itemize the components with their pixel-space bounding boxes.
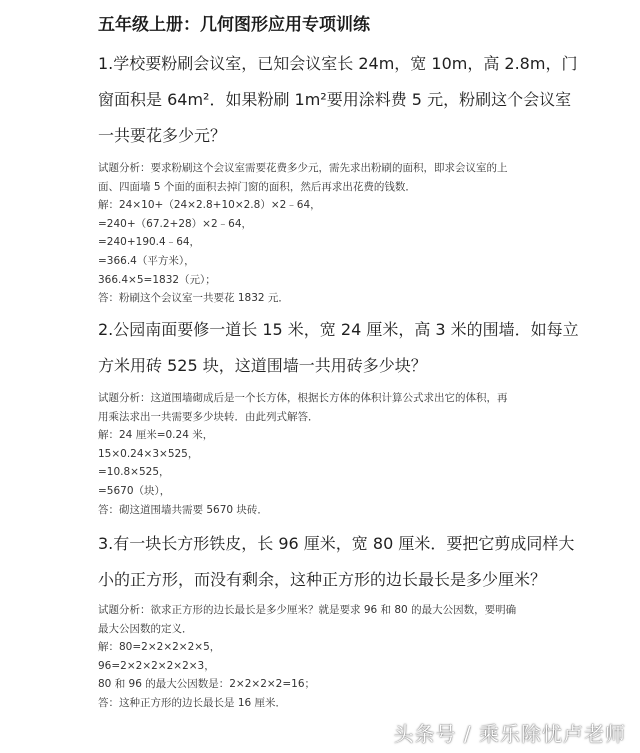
solution-line: 解：24 厘米=0.24 米， — [98, 429, 214, 442]
solution-2 — [98, 389, 558, 519]
solution-line: =240+（67.2+28）×2﹣64， — [98, 217, 253, 230]
question-1 — [98, 46, 578, 154]
solution-line: 用乘法求出一共需要多少块转．由此列式解答． — [98, 410, 319, 423]
question-3 — [98, 526, 575, 598]
solution-line: 366.4×5=1832（元）； — [98, 273, 216, 286]
question-line: 窗面积是 64m²．如果粉刷 1m²要用涂料费 5 元，粉刷这个会议室 — [98, 90, 572, 109]
solution-line: 面、四面墙 5 个面的面积去掉门窗的面积，然后再求出花费的钱数． — [98, 180, 416, 193]
solution-line: =366.4（平方米）， — [98, 254, 195, 267]
solution-line: 80 和 96 的最大公因数是：2×2×2×2=16； — [98, 678, 316, 691]
solution-line: =5670（块）， — [98, 484, 171, 497]
solution-line: 答：粉刷这个会议室一共要花 1832 元． — [98, 292, 289, 305]
solution-line: 15×0.24×3×525， — [98, 447, 199, 460]
solution-line: 最大公因数的定义． — [98, 622, 193, 635]
question-line: 小的正方形，而没有剩余，这种正方形的边长最长是多少厘米？ — [98, 570, 547, 589]
watermark: 头条号 / 乘乐除忧卢老师 — [393, 722, 626, 746]
question-line: 2.公园南面要修一道长 15 米，宽 24 厘米，高 3 米的围墙．如每立 — [98, 320, 579, 339]
solution-line: 答：砌这道围墙共需要 5670 块砖． — [98, 503, 268, 516]
solution-line: 解：24×10+（24×2.8+10×2.8）×2﹣64， — [98, 199, 321, 212]
solution-line: 试题分析：这道围墙砌成后是一个长方体，根据长方体的体积计算公式求出它的体积，再 — [98, 392, 508, 404]
solution-line: =240+190.4﹣64， — [98, 236, 201, 249]
question-2 — [98, 312, 579, 384]
solution-line: =10.8×525， — [98, 466, 170, 479]
solution-3 — [98, 601, 558, 713]
question-line: 一共要花多少元？ — [98, 126, 227, 145]
question-line: 1.学校要粉刷会议室，已知会议室长 24m，宽 10m，高 2.8m，门 — [98, 54, 578, 73]
page-title: 五年级上册：几何图形应用专项训练 — [98, 15, 370, 35]
solution-line: 答：这种正方形的边长最长是 16 厘米． — [98, 696, 287, 709]
solution-line: 96=2×2×2×2×2×3， — [98, 659, 215, 672]
question-line: 3.有一块长方形铁皮，长 96 厘米，宽 80 厘米．要把它剪成同样大 — [98, 534, 575, 553]
solution-line: 解：80=2×2×2×2×5， — [98, 641, 221, 654]
solution-line: 试题分析：欲求正方形的边长最长是多少厘米？就是要求 96 和 80 的最大公因数，要明确 — [98, 604, 517, 616]
solution-1 — [98, 159, 558, 308]
question-line: 方米用砖 525 块，这道围墙一共用砖多少块？ — [98, 356, 427, 375]
solution-line: 试题分析：要求粉刷这个会议室需要花费多少元，需先求出粉刷的面积，即求会议室的上 — [98, 162, 508, 174]
